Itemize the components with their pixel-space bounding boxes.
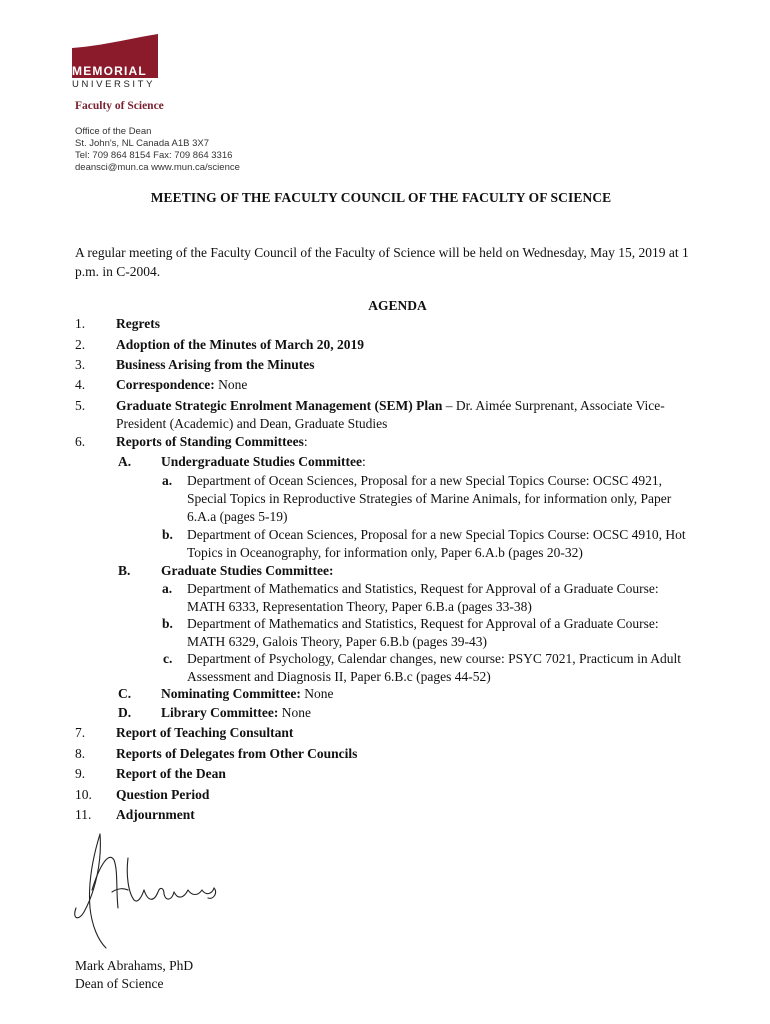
- agenda-item-title: Business Arising from the Minutes: [116, 357, 315, 372]
- sub-sub-item-letter: b.: [162, 527, 173, 542]
- university-logo: [72, 34, 160, 92]
- agenda-item-title: Report of the Dean: [116, 766, 226, 781]
- agenda-item-title: Adoption of the Minutes of March 20, 2019: [116, 337, 364, 352]
- sub-item: [161, 453, 366, 471]
- logo-text-memorial: MEMORIAL: [72, 64, 147, 78]
- item-number: 3.: [75, 357, 86, 372]
- sub-item: [161, 704, 311, 722]
- faculty-name: Faculty of Science: [75, 100, 164, 112]
- item-number: 8.: [75, 746, 86, 761]
- sub-item-letter: C.: [118, 686, 132, 701]
- sub-sub-item-text: Department of Mathematics and Statistics, Request for Approval of a Graduate Course: MATH 6333, Representation Theory, Paper 6.B.a (pages 33-38): [187, 581, 659, 614]
- office-line: Office of the Dean: [75, 126, 152, 137]
- item-number: 11.: [75, 807, 92, 822]
- sub-sub-item-letter: a.: [162, 581, 173, 596]
- item-number: 7.: [75, 725, 86, 740]
- sub-item-detail: None: [278, 705, 311, 720]
- intro-paragraph: A regular meeting of the Faculty Council of the Faculty of Science will be held on Wednesday, May 15, 2019 at 1 p.m. in C-2004.: [75, 245, 689, 279]
- sub-sub-item-letter: a.: [162, 473, 173, 488]
- item-number: 9.: [75, 766, 86, 781]
- office-line: St. John's, NL Canada A1B 3X7: [75, 138, 210, 149]
- agenda-item-title: Correspondence:: [116, 377, 215, 392]
- agenda-heading: AGENDA: [368, 298, 427, 313]
- sub-item-detail: None: [300, 686, 334, 701]
- office-line: Tel: 709 864 8154 Fax: 709 864 3316: [75, 150, 233, 161]
- sub-item-title: Undergraduate Studies Committee: [161, 454, 362, 469]
- sub-item: [161, 685, 333, 703]
- sub-sub-item-text: Department of Ocean Sciences, Proposal for a new Special Topics Course: OCSC 4910, Hot Topics in Oceanography, for information only, Paper 6.A.b (pages 20-32): [187, 527, 686, 560]
- sub-sub-item-letter: b.: [162, 616, 173, 631]
- sub-item-title: Graduate Studies Committee:: [161, 563, 334, 578]
- signatory-name: Mark Abrahams, PhD: [75, 958, 194, 973]
- sub-item-letter: B.: [118, 563, 131, 578]
- document-title: MEETING OF THE FACULTY COUNCIL OF THE FACULTY OF SCIENCE: [150, 190, 612, 205]
- agenda-item-title: Reports of Delegates from Other Councils: [116, 746, 358, 761]
- sub-item-letter: D.: [118, 705, 132, 720]
- sub-item-title: Nominating Committee:: [161, 686, 301, 701]
- item-number: 4.: [75, 377, 86, 392]
- sub-item-letter: A.: [118, 454, 132, 469]
- agenda-item: [116, 397, 701, 433]
- agenda-item-title: Question Period: [116, 787, 210, 802]
- agenda-item-title: Regrets: [116, 316, 160, 331]
- office-line: deansci@mun.ca www.mun.ca/science: [75, 162, 240, 173]
- agenda-item-detail: – Dr. Aimée Surprenant, Associate Vice-President (Academic) and Dean, Graduate Studies: [116, 398, 665, 431]
- agenda-item-detail: :: [303, 434, 308, 449]
- sub-item-title: Library Committee:: [161, 705, 279, 720]
- agenda-item-title: Report of Teaching Consultant: [116, 725, 294, 740]
- sub-sub-item-text: Department of Mathematics and Statistics, Request for Approval of a Graduate Course: MATH 6329, Galois Theory, Paper 6.B.b (pages 39-43): [187, 616, 659, 649]
- item-number: 6.: [75, 434, 86, 449]
- item-number: 5.: [75, 398, 86, 413]
- sub-sub-item-letter: c.: [163, 651, 173, 666]
- agenda-item-title: Adjournment: [116, 807, 195, 822]
- item-number: 1.: [75, 316, 86, 331]
- sub-item-detail: :: [361, 454, 366, 469]
- agenda-item-detail: None: [214, 377, 248, 392]
- logo-text-university: UNIVERSITY: [72, 79, 156, 90]
- sub-sub-item-text: Department of Ocean Sciences, Proposal for a new Special Topics Course: OCSC 4921, Special Topics in Reproductive Strategies of Marine Animals, for information only, Paper 6.A.a (pages 5-19): [187, 473, 672, 524]
- handwritten-signature: [62, 830, 232, 955]
- agenda-item: [116, 376, 247, 394]
- agenda-item-title: Graduate Strategic Enrolment Management (SEM) Plan: [116, 398, 443, 413]
- sub-sub-item-text: Department of Psychology, Calendar changes, new course: PSYC 7021, Practicum in Adult Assessment and Diagnosis II, Paper 6.B.c (pages 44-52): [187, 651, 682, 684]
- agenda-item: [116, 433, 308, 451]
- item-number: 10.: [75, 787, 92, 802]
- agenda-item-title: Reports of Standing Committees: [116, 434, 304, 449]
- signatory-role: Dean of Science: [75, 976, 164, 991]
- item-number: 2.: [75, 337, 86, 352]
